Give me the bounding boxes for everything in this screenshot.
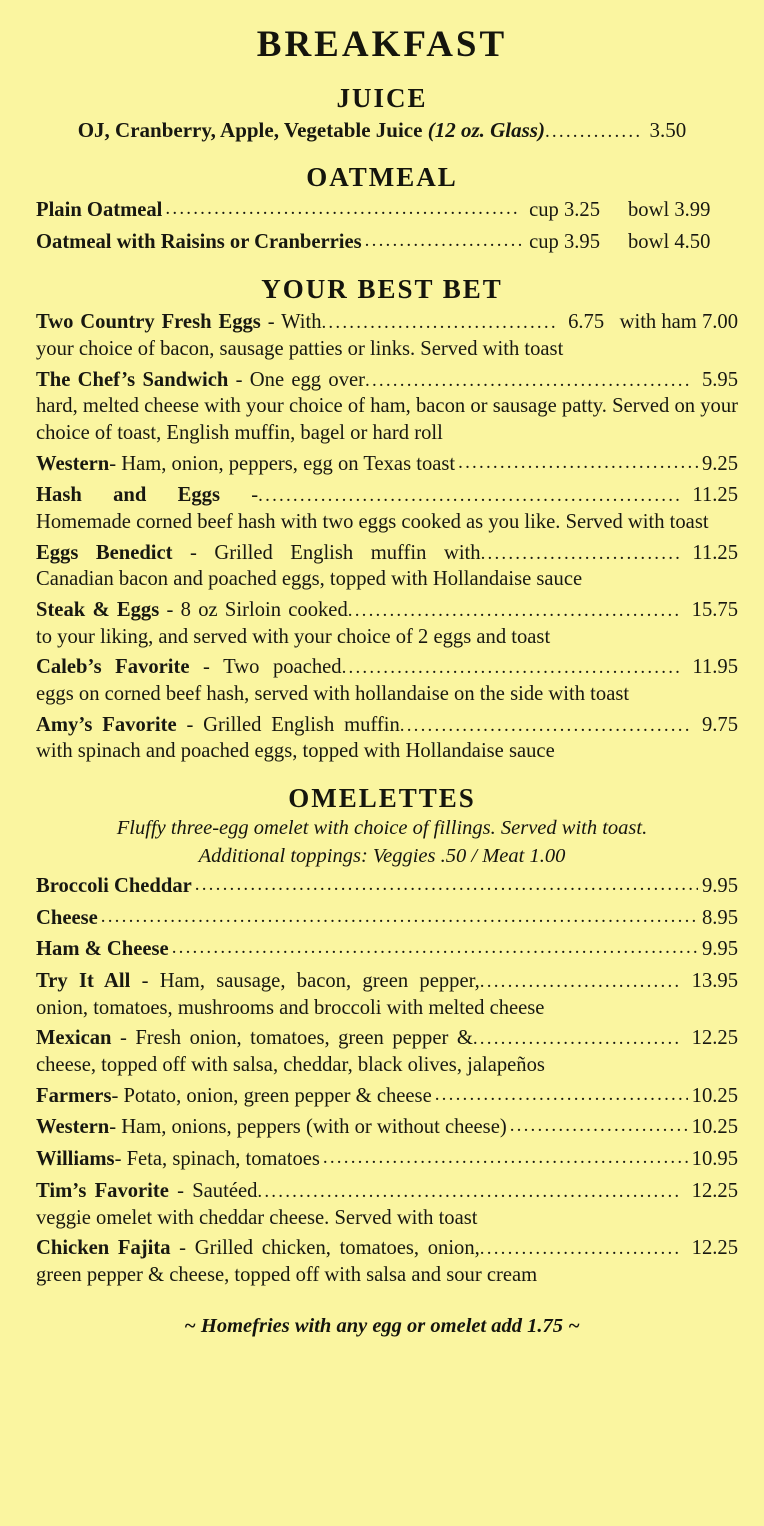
leader-dots: ...............................................	[365, 369, 692, 391]
menu-item-description: - Ham, sausage, bacon, green pepper, onion, tomatoes, mushrooms and broccoli with melted cheese	[36, 970, 545, 1019]
menu-item-description: - Ham, onions, peppers (with or without cheese)	[109, 1116, 507, 1139]
leader-dots	[458, 451, 698, 476]
menu-item-price: 11.25	[692, 541, 738, 564]
menu-item-name: Farmers	[36, 1084, 112, 1107]
menu-item-tims-favorite	[26, 1178, 738, 1231]
menu-item-chefs-sandwich	[26, 367, 738, 447]
menu-item-price-cup: cup 3.25	[529, 198, 600, 221]
leader-dots: ................................................	[347, 600, 682, 621]
menu-item-juice	[26, 118, 738, 144]
leader-dots	[165, 197, 521, 222]
menu-item-description: - With your choice of bacon, sausage patties or links. Served with toast	[36, 311, 564, 360]
leader-dots: ..........................................	[399, 714, 692, 736]
menu-item-name: Caleb’s Favorite	[36, 656, 190, 679]
menu-item-price: 8.95	[701, 906, 738, 929]
menu-item-farmers	[26, 1083, 738, 1110]
menu-item-oatmeal-raisins	[26, 229, 738, 256]
menu-item-price-group	[480, 968, 738, 995]
leader-dots: .............................................................	[257, 1180, 682, 1202]
leader-dots: .............................	[479, 971, 682, 993]
menu-item-description: - Ham, onion, peppers, egg on Texas toast	[109, 452, 456, 475]
leader-dots: ..............................	[472, 1028, 682, 1050]
menu-item-description: - Sautéed veggie omelet with cheddar cheese. Served with toast	[36, 1179, 478, 1229]
omelettes-subnote-line1: Fluffy three-egg omelet with choice of fillings. Served with toast.	[116, 816, 648, 839]
menu-item-price-bowl: bowl 4.50	[628, 230, 711, 253]
menu-item-name: Williams	[36, 1148, 115, 1171]
leader-dots: .............................................................	[258, 485, 683, 507]
menu-item-price-group	[257, 1178, 738, 1205]
menu-item-price: 11.95	[692, 656, 738, 679]
menu-item-eggs-benedict	[26, 540, 738, 593]
leader-dots	[365, 229, 521, 254]
menu-item-name: Eggs Benedict	[36, 541, 173, 564]
menu-item-name: Amy’s Favorite	[36, 713, 177, 736]
menu-item-name: Plain Oatmeal	[36, 198, 163, 221]
leader-dots	[510, 1114, 688, 1139]
menu-item-price: 15.75	[691, 599, 738, 621]
menu-item-price-group	[473, 1025, 738, 1052]
leader-dots	[195, 873, 698, 898]
menu-item-qualifier: (12 oz. Glass)	[427, 118, 545, 142]
menu-item-price: 9.75	[701, 713, 738, 736]
menu-item-price: 10.25	[691, 1116, 738, 1139]
menu-item-price: 11.25	[692, 484, 738, 507]
menu-item-plain-oatmeal	[26, 197, 738, 224]
omelettes-subnote-line2: Additional toppings: Veggies .50 / Meat 1.00	[198, 845, 566, 868]
menu-item-price: 9.25	[701, 452, 738, 475]
menu-item-price: 5.95	[701, 368, 738, 391]
page-title: BREAKFAST	[256, 24, 508, 65]
menu-item-price-group	[365, 367, 738, 394]
menu-item-price-cup: cup 3.95	[529, 230, 600, 253]
menu-item-price-bowl: bowl 3.99	[628, 198, 711, 221]
leader-dots: .............................	[479, 1238, 682, 1260]
menu-item-try-it-all	[26, 968, 738, 1021]
menu-item-western-omelette	[26, 1114, 738, 1141]
menu-item-description: - 8 oz Sirloin cooked to your liking, and served with your choice of 2 eggs and toast	[36, 599, 551, 648]
leader-dots	[101, 905, 698, 930]
menu-item-price-group	[480, 1235, 738, 1262]
leader-dots: .................................................	[341, 657, 683, 679]
menu-page	[0, 26, 764, 1526]
menu-item-name: The Chef’s Sandwich	[36, 368, 229, 391]
menu-item-mexican	[26, 1025, 738, 1078]
menu-item-price-group	[342, 654, 738, 681]
menu-item-price: 3.50	[649, 118, 687, 142]
menu-item-name: Western	[36, 452, 110, 475]
menu-item-price-group	[400, 712, 738, 739]
menu-item-hash-and-eggs	[26, 482, 738, 535]
menu-item-name: Hash and Eggs	[36, 484, 220, 507]
menu-item-description: - One egg over hard, melted cheese with your choice of ham, bacon or sausage patty. Served on your choice of toast, English muffin, bagel or hard roll	[36, 368, 738, 444]
menu-item-description: - Fresh onion, tomatoes, green pepper & cheese, topped off with salsa, cheddar, black olives, jalapeños	[36, 1027, 545, 1077]
menu-item-price: 9.95	[701, 874, 738, 897]
menu-item-two-country-fresh-eggs	[26, 309, 738, 362]
menu-item-cheese	[26, 905, 738, 932]
menu-item-name: Two Country Fresh Eggs	[36, 311, 261, 334]
leader-dots: ..............	[544, 121, 643, 142]
menu-item-name: Cheese	[36, 906, 98, 929]
menu-item-price: 9.95	[701, 938, 738, 961]
menu-item-price: 12.25	[691, 1237, 738, 1260]
menu-item-description: - Potato, onion, green pepper & cheese	[111, 1084, 432, 1107]
menu-item-price-note: with ham 7.00	[619, 311, 738, 334]
menu-item-name: Steak & Eggs	[36, 599, 160, 621]
menu-item-description: - Grilled English muffin with Canadian bacon and poached eggs, topped with Hollandaise sauce	[36, 541, 583, 591]
menu-item-western-bestbet	[26, 451, 738, 478]
leader-dots	[172, 936, 698, 961]
menu-item-name: Try It All	[36, 970, 131, 993]
menu-item-price-group	[481, 540, 738, 567]
section-heading-juice: JUICE	[336, 83, 428, 113]
menu-item-name: Western	[36, 1116, 110, 1139]
menu-item-price: 10.25	[691, 1084, 738, 1107]
footer-note: ~ Homefries with any egg or omelet add 1.75 ~	[184, 1314, 580, 1337]
menu-item-price: 13.95	[691, 970, 738, 993]
menu-item-price: 12.25	[691, 1027, 738, 1050]
menu-item-name: Ham & Cheese	[36, 938, 169, 961]
menu-item-description: - Grilled English muffin with spinach and poached eggs, topped with Hollandaise sauce	[36, 713, 555, 763]
leader-dots: ..................................	[321, 312, 558, 334]
leader-dots	[435, 1083, 688, 1108]
section-heading-oatmeal: OATMEAL	[306, 161, 458, 192]
menu-item-price-group	[348, 597, 738, 624]
section-heading-your-best-bet: YOUR BEST BET	[261, 274, 503, 305]
menu-item-name: Oatmeal with Raisins or Cranberries	[36, 230, 362, 253]
section-heading-omelettes: OMELETTES	[288, 782, 476, 813]
menu-item-williams	[26, 1146, 738, 1173]
menu-item-description: - Two poached eggs on corned beef hash, served with hollandaise on the side with toast	[36, 656, 630, 705]
menu-item-chicken-fajita	[26, 1235, 738, 1288]
menu-item-steak-and-eggs	[26, 597, 738, 650]
menu-item-ham-and-cheese	[26, 936, 738, 963]
menu-item-calebs-favorite	[26, 654, 738, 707]
menu-item-price: 6.75	[568, 311, 605, 334]
menu-item-description: - Homemade corned beef hash with two eggs cooked as you like. Served with toast	[36, 484, 709, 534]
menu-item-name: Chicken Fajita	[36, 1237, 171, 1260]
menu-item-name: Mexican	[36, 1027, 112, 1050]
menu-item-price-group	[321, 309, 738, 336]
leader-dots	[323, 1146, 688, 1171]
menu-item-description: - Grilled chicken, tomatoes, onion, green pepper & cheese, topped off with salsa and sour cream	[36, 1237, 538, 1286]
menu-item-name: Tim’s Favorite	[36, 1179, 169, 1202]
menu-item-broccoli-cheddar	[26, 873, 738, 900]
leader-dots: .............................	[480, 542, 683, 564]
menu-item-price-group	[258, 482, 738, 509]
menu-item-name: OJ, Cranberry, Apple, Vegetable Juice	[77, 118, 423, 142]
menu-item-amys-favorite	[26, 712, 738, 765]
menu-item-name: Broccoli Cheddar	[36, 874, 192, 897]
menu-item-price: 12.25	[691, 1179, 738, 1202]
menu-item-price: 10.95	[691, 1148, 738, 1171]
menu-item-description: - Feta, spinach, tomatoes	[114, 1148, 320, 1171]
